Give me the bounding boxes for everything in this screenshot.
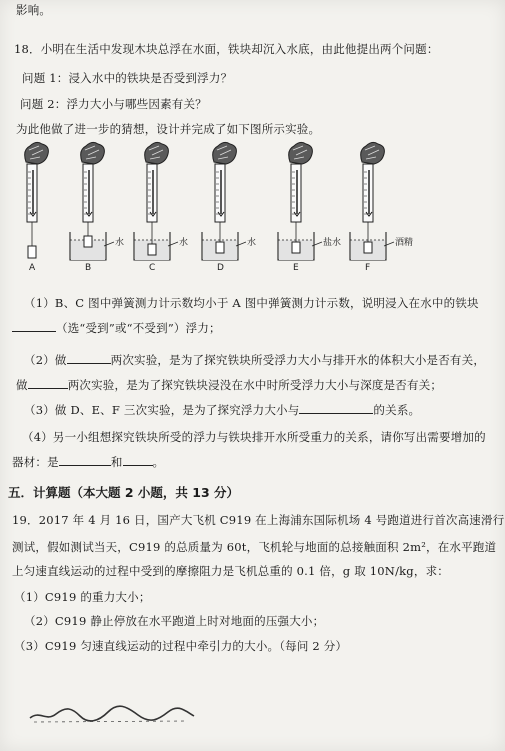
part-4-prefix: 器材：是	[12, 455, 59, 469]
iron-block	[292, 242, 300, 253]
part-1-suffix: （选“受到”或“不受到”）浮力；	[56, 321, 221, 335]
part-3-suffix: 的关系。	[373, 403, 421, 417]
question-19-part-2: （2）C919 静止停放在水平跑道上时对地面的压强大小；	[24, 614, 325, 628]
part-2-line-b	[16, 377, 442, 393]
part-2b-blank[interactable]	[28, 377, 68, 389]
question-19-part-3: （3）C919 匀速直线运动的过程中牵引力的大小。（每问 2 分）	[14, 639, 348, 653]
part-4-blank-2[interactable]	[123, 454, 153, 466]
part-4-blank-1[interactable]	[59, 454, 111, 466]
part-3-blank[interactable]	[299, 402, 373, 414]
liquid-label: 水	[115, 238, 125, 248]
part-2b-suffix: 两次实验，是为了探究铁块浸没在水中时所受浮力大小与深度是否有关；	[67, 378, 443, 392]
panel-label: B	[85, 263, 92, 273]
question-18-issue-2: 问题 2：浮力大小与哪些因素有关？	[20, 97, 207, 111]
panel-label: C	[149, 263, 156, 273]
experiment-figure	[0, 140, 505, 275]
part-2b-prefix: 做	[16, 378, 28, 392]
part-2-line-a	[24, 352, 485, 368]
part-2a-blank[interactable]	[67, 352, 111, 364]
section-5-heading: 五．计算题（本大题 2 小题，共 13 分）	[8, 485, 240, 500]
question-18-plan: 为此他做了进一步的猜想，设计并完成了如下图所示实验。	[16, 122, 321, 136]
panel-label: A	[29, 263, 36, 273]
panel-label: F	[365, 263, 371, 273]
panel-label: D	[217, 263, 224, 273]
liquid-label: 酒精	[395, 238, 414, 248]
liquid-label: 盐水	[323, 238, 342, 248]
iron-block	[364, 242, 372, 253]
question-19-line-3: 上匀速直线运动的过程中受到的摩擦阻力是飞机总重的 0.1 倍，g 取 10N/kg，求：	[12, 564, 449, 578]
part-3-prefix: （3）做 D、E、F 三次实验，是为了探究浮力大小与	[24, 403, 300, 417]
part-1-blank[interactable]	[12, 320, 56, 332]
part-1-line-b	[12, 320, 221, 336]
panel-label: E	[293, 263, 299, 273]
question-18-intro: 18．小明在生活中发现木块总浮在水面，铁块却沉入水底，由此他提出两个问题：	[14, 42, 439, 56]
liquid-label: 水	[247, 238, 257, 248]
iron-block	[216, 242, 224, 253]
question-19-part-1: （1）C919 的重力大小；	[14, 590, 151, 604]
iron-block	[28, 246, 36, 258]
liquid-label: 水	[179, 238, 189, 248]
question-19-line-1: 19．2017 年 4 月 16 日，国产大飞机 C919 在上海浦东国际机场 4 号跑道进行首次高速滑行	[12, 513, 505, 527]
part-2a-prefix: （2）做	[24, 353, 67, 367]
question-19-line-2: 测试，假如测试当天，C919 的总质量为 60t，飞机轮与地面的总接触面积 2m²，在水平跑道	[12, 540, 497, 554]
part-4-line-a: （4）另一小组想探究铁块所受的浮力与铁块排开水所受重力的关系，请你写出需要增加的	[22, 430, 486, 444]
part-2a-suffix: 两次实验，是为了探究铁块所受浮力大小与排开水的体积大小是否有关，	[110, 353, 486, 367]
question-18-issue-1: 问题 1：浸入水中的铁块是否受到浮力？	[22, 71, 233, 85]
part-4-suffix: 。	[152, 455, 165, 469]
part-4-mid: 和	[110, 455, 123, 469]
handwritten-mark	[28, 700, 198, 728]
iron-block	[148, 244, 156, 255]
part-4-line-b	[12, 454, 164, 470]
iron-block	[84, 236, 92, 247]
part-3-line	[24, 402, 420, 418]
continuation-text: 影响。	[16, 3, 52, 17]
part-1-line-a: （1）B、C 图中弹簧测力计示数均小于 A 图中弹簧测力计示数，说明浸入在水中的铁块	[24, 296, 479, 310]
